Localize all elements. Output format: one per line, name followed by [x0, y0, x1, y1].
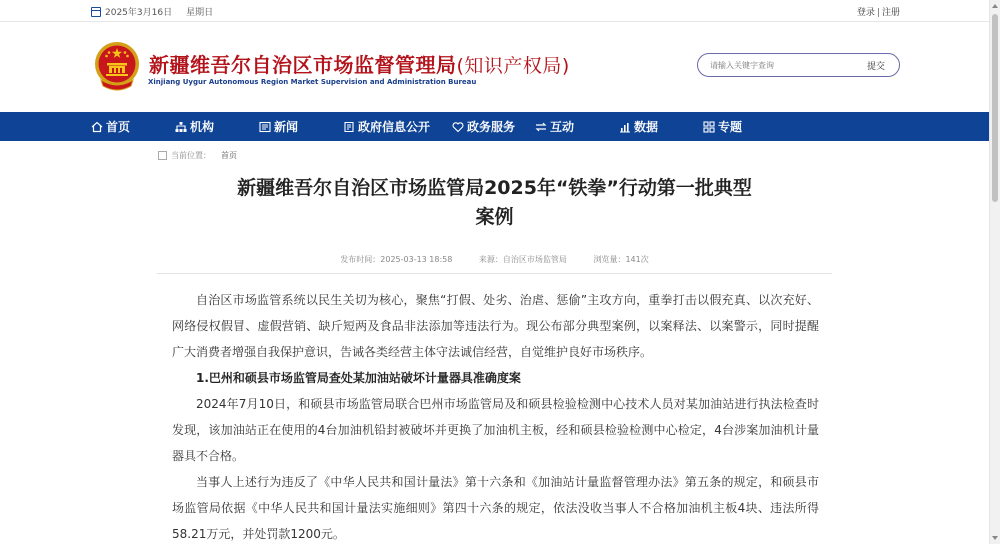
site-title-english: Xinjiang Uygur Autonomous Region Market Supervision and Administration Bureau [148, 78, 477, 86]
nav-item-news[interactable] [259, 112, 298, 141]
weekday-text: 星期日 [186, 8, 214, 18]
heart-icon [452, 121, 464, 133]
publish-time: 发布时间：2025-03-13 18:58 [340, 255, 453, 264]
date-text: 2025年3月16日 [105, 8, 173, 18]
search-input[interactable] [710, 58, 850, 72]
news-icon [259, 121, 271, 133]
national-emblem-icon[interactable] [93, 40, 141, 92]
scrollbar-thumb[interactable] [992, 14, 998, 202]
auth-separator: | [876, 8, 880, 18]
scroll-up-icon[interactable] [992, 4, 998, 8]
meta-divider [157, 273, 832, 274]
article-meta [157, 254, 832, 265]
article-title [157, 174, 832, 232]
nav-label: 政府信息公开 [358, 120, 431, 134]
org-icon [175, 121, 187, 133]
nav-label: 数据 [634, 120, 659, 134]
article-paragraph: 自治区市场监管系统以民生关切为核心，聚焦“打假、处劣、治虐、惩偷”主攻方向，重拳打击以假充真、以次充好、网络侵权假冒、虚假营销、缺斤短两及食品非法添加等违法行为。现公布部分典型案例，以案释法、以案警示，同时提醒广大消费者增强自我保护意识，告诫各类经营主体守法诚信经营，自觉维护良好市场秩序。 [172, 293, 819, 359]
article-paragraph: 当事人上述行为违反了《中华人民共和国计量法》第十六条和《加油站计量监督管理办法》第五条的规定，和硕县市场监管局依据《中华人民共和国计量法实施细则》第四十六条的规定，依法没收当事人不合格加油机主板4块、违法所得58.21万元，并处罚款1200元。 [172, 475, 819, 541]
article-body [172, 287, 819, 544]
page-scrollbar[interactable] [989, 0, 1000, 544]
home-icon [91, 121, 103, 133]
view-count: 浏览量：141次 [593, 255, 649, 264]
nav-item-data[interactable] [619, 112, 658, 141]
article-paragraph: 2024年7月10日，和硕县市场监管局联合巴州市场监管局及和硕县检验检测中心技术人员对某加油站进行执法检查时发现，该加油站正在使用的4台加油机铅封被破坏并更换了加油机主板，经和硕县检验检测中心检定，4台涉案加油机计量器具不合格。 [172, 397, 819, 463]
nav-label: 首页 [106, 120, 131, 134]
nav-item-disclosure[interactable] [343, 112, 430, 141]
calendar-icon [91, 7, 101, 17]
main-nav [0, 112, 989, 141]
nav-item-interact[interactable] [535, 112, 574, 141]
nav-item-home[interactable] [91, 112, 130, 141]
breadcrumb [158, 150, 237, 161]
site-title[interactable] [149, 49, 570, 78]
main-content [91, 141, 898, 544]
scroll-down-icon[interactable] [992, 536, 998, 540]
register-link[interactable]: 注册 [881, 8, 900, 18]
nav-label: 专题 [718, 120, 743, 134]
login-link[interactable]: 登录 [856, 8, 875, 18]
nav-item-org[interactable] [175, 112, 214, 141]
chart-icon [619, 121, 631, 133]
breadcrumb-home-link[interactable]: 首页 [221, 151, 237, 160]
case-heading: 1.巴州和硕县市场监管局查处某加油站破坏计量器具准确度案 [196, 371, 521, 385]
search-box [697, 53, 900, 77]
disclosure-icon [343, 121, 355, 133]
nav-label: 机构 [190, 120, 215, 134]
nav-label: 政务服务 [467, 120, 516, 134]
article-title-line: 新疆维吾尔自治区市场监管局2025年“铁拳”行动第一批典型 [237, 177, 752, 199]
nav-item-topic[interactable] [703, 112, 742, 141]
article-source: 来源：自治区市场监管局 [478, 255, 567, 264]
site-title-sub: (知识产权局) [456, 55, 570, 77]
location-icon [158, 151, 167, 160]
nav-label: 新闻 [274, 120, 299, 134]
exchange-icon [535, 121, 547, 133]
date-display [91, 5, 213, 18]
top-bar [0, 0, 989, 22]
nav-item-service[interactable] [452, 112, 515, 141]
site-title-main: 新疆维吾尔自治区市场监督管理局 [149, 53, 457, 77]
breadcrumb-prefix: 当前位置： [171, 151, 211, 160]
nav-label: 互动 [550, 120, 575, 134]
site-header [0, 22, 989, 112]
article-title-line: 案例 [475, 206, 514, 228]
search-submit-button[interactable]: 提交 [866, 62, 885, 72]
topic-icon [703, 121, 715, 133]
auth-links [857, 5, 900, 18]
